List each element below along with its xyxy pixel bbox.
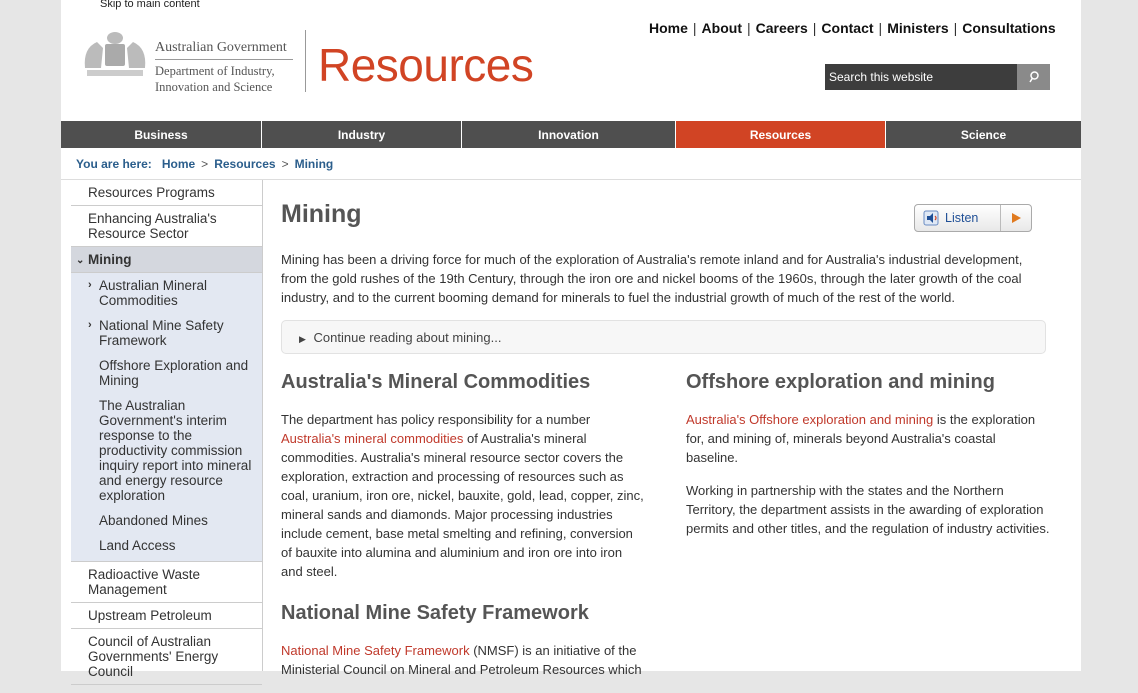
continue-reading-label: Continue reading about mining... bbox=[313, 330, 502, 345]
search-button[interactable] bbox=[1017, 64, 1050, 90]
offshore-link[interactable]: Australia's Offshore exploration and mining bbox=[686, 412, 934, 427]
page bbox=[61, 0, 1081, 679]
sidebar-subitem-label: National Mine Safety Framework bbox=[99, 318, 224, 348]
sidebar-item-coag[interactable]: Council of Australian Governments' Energy Council bbox=[71, 629, 262, 685]
play-icon bbox=[1000, 205, 1031, 231]
page-title: Mining bbox=[281, 200, 362, 228]
sidebar bbox=[71, 180, 263, 679]
gov-dept-line2: Innovation and Science bbox=[155, 80, 273, 94]
safety-text-after: (NMSF) is an initiative of the Ministerial Council on Mineral and Petroleum Resources which bbox=[281, 643, 642, 677]
chevron-right-icon: › bbox=[88, 279, 92, 291]
breadcrumb-resources[interactable]: Resources bbox=[214, 157, 276, 171]
commodities-section bbox=[281, 370, 646, 595]
commodities-link[interactable]: Australia's mineral commodities bbox=[281, 431, 464, 446]
nav-innovation[interactable]: Innovation bbox=[462, 121, 676, 148]
search-icon bbox=[1028, 71, 1040, 83]
skip-link[interactable]: Skip to main content bbox=[100, 0, 200, 10]
breadcrumb-home[interactable]: Home bbox=[161, 157, 196, 171]
continue-reading-toggle[interactable] bbox=[281, 320, 1046, 354]
offshore-heading: Offshore exploration and mining bbox=[686, 371, 995, 393]
top-link-contact[interactable]: Contact bbox=[821, 20, 874, 36]
offshore-paragraph bbox=[686, 410, 1051, 467]
top-link-about[interactable]: About bbox=[701, 20, 742, 36]
sidebar-submenu bbox=[71, 273, 262, 561]
offshore-text-after: is the exploration for, and mining of, minerals beyond Australia's coastal baseline. bbox=[686, 412, 1036, 465]
safety-section bbox=[281, 601, 646, 693]
offshore-paragraph-2: Working in partnership with the states and the Northern Territory, the department assists in the awarding of exploration permits and other titles, and the regulation of industry activities. bbox=[686, 483, 1050, 536]
sidebar-subitem-abandoned[interactable]: Abandoned Mines bbox=[99, 513, 208, 528]
sidebar-item-upstream[interactable]: Upstream Petroleum bbox=[71, 603, 262, 629]
gov-title: Australian Government bbox=[155, 40, 293, 60]
commodities-heading: Australia's Mineral Commodities bbox=[281, 371, 591, 393]
speaker-icon bbox=[923, 209, 941, 227]
search-input[interactable] bbox=[825, 64, 1017, 90]
site-title[interactable]: Resources bbox=[318, 39, 534, 91]
listen-button[interactable] bbox=[914, 204, 1032, 232]
header-divider bbox=[305, 30, 306, 92]
sidebar-subitem-safety[interactable] bbox=[71, 313, 262, 353]
top-link-ministers[interactable]: Ministers bbox=[887, 20, 949, 36]
sidebar-subitem-land-access[interactable]: Land Access bbox=[99, 538, 176, 553]
main-content bbox=[281, 180, 1071, 677]
coat-of-arms-icon bbox=[79, 28, 151, 82]
sidebar-item-enhancing[interactable]: Enhancing Australia's Resource Sector bbox=[71, 206, 262, 247]
chevron-down-icon: ⌄ bbox=[76, 255, 85, 266]
top-link-home[interactable]: Home bbox=[649, 20, 688, 36]
listen-label: Listen bbox=[945, 211, 979, 225]
sidebar-item-radioactive[interactable]: Radioactive Waste Management bbox=[71, 561, 262, 603]
breadcrumb: You are here: Home > Resources > Mining bbox=[61, 148, 1081, 180]
sidebar-subitem-label: Australian Mineral Commodities bbox=[99, 278, 208, 308]
sidebar-item-resources-programs[interactable]: Resources Programs bbox=[71, 180, 262, 206]
sidebar-subitem-offshore[interactable]: Offshore Exploration and Mining bbox=[99, 358, 249, 388]
commodities-text-before: The department has policy responsibility for a number bbox=[281, 412, 591, 427]
sidebar-subitem-interim-response[interactable]: The Australian Government's interim response to the productivity commission inquiry report into mineral and energy resource exploration bbox=[99, 398, 252, 503]
top-links: Home | About | Careers | Contact | Ministers | Consultations bbox=[649, 20, 1056, 36]
top-link-careers[interactable]: Careers bbox=[755, 20, 808, 36]
chevron-right-icon: › bbox=[88, 319, 92, 331]
commodities-paragraph bbox=[281, 410, 646, 581]
nav-science[interactable]: Science bbox=[886, 121, 1081, 148]
breadcrumb-prefix: You are here: bbox=[76, 157, 152, 171]
commodities-text-after: of Australia's mineral commodities. Australia's mineral resource sector covers the exploration, extraction and processing of resources such as coal, uranium, iron ore, nickel, bauxite, gold, lead, copper, zinc, mineral sands and diamonds. Major processing industries include cement, base metal smelting and refining, conversion of bauxite into alumina and aluminium and iron ore into iron and steel. bbox=[281, 431, 644, 579]
government-branding bbox=[155, 40, 293, 95]
top-link-consultations[interactable]: Consultations bbox=[962, 20, 1056, 36]
safety-heading: National Mine Safety Framework bbox=[281, 602, 589, 624]
offshore-section bbox=[686, 370, 1051, 552]
nav-resources[interactable]: Resources bbox=[676, 121, 886, 148]
safety-link[interactable]: National Mine Safety Framework bbox=[281, 643, 470, 658]
breadcrumb-current: Mining bbox=[294, 157, 334, 171]
safety-paragraph bbox=[281, 641, 646, 679]
sidebar-subitem-commodities[interactable] bbox=[71, 273, 262, 313]
gov-dept-line1: Department of Industry, bbox=[155, 64, 275, 78]
nav-industry[interactable]: Industry bbox=[262, 121, 462, 148]
sidebar-item-mining[interactable] bbox=[71, 247, 262, 273]
nav-business[interactable]: Business bbox=[61, 121, 262, 148]
main-nav bbox=[61, 121, 1081, 148]
triangle-right-icon: ▶ bbox=[299, 334, 306, 344]
intro-paragraph: Mining has been a driving force for much of the exploration of Australia's remote inland and for Australia's industrial development, from the gold rushes of the 19th Century, through the iron ore and nickel booms of the 1960s, through the later growth of the coal industry, and to the current booming demand for minerals to fuel the industrial growth of much of the rest of the world. bbox=[281, 252, 1023, 305]
sidebar-item-label: Mining bbox=[88, 252, 132, 267]
